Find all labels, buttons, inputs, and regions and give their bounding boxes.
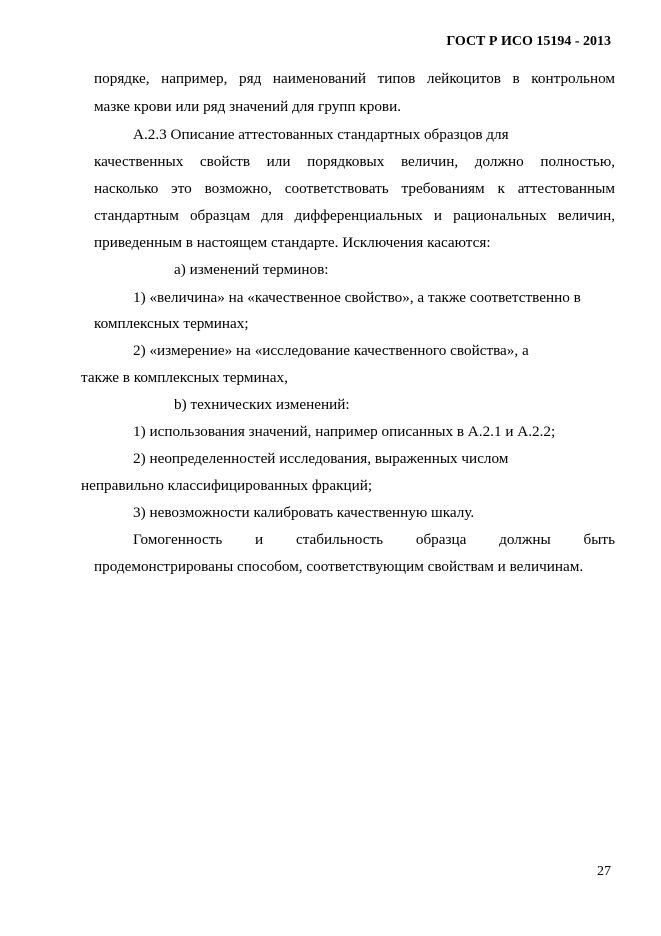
list-item-b2: 2) неопределенностей исследования, выраженных числом bbox=[133, 450, 509, 467]
text-line-16: неправильно классифицированных фракций; bbox=[81, 477, 373, 494]
list-item-b: b) технических изменений: bbox=[174, 396, 350, 413]
page-number: 27 bbox=[597, 864, 611, 879]
text-line-19: продемонстрированы способом, соответствующим свойствам и величинам. bbox=[94, 558, 584, 575]
text-line-18: Гомогенность и стабильность образца должны быть bbox=[133, 531, 615, 548]
list-item-a2: 2) «измерение» на «исследование качественного свойства», а bbox=[133, 342, 529, 359]
section-a23-heading: A.2.3 Описание аттестованных стандартных образцов для bbox=[133, 126, 509, 143]
list-item-a: a) изменений терминов: bbox=[174, 261, 329, 278]
list-item-b3: 3) невозможности калибровать качественную шкалу. bbox=[133, 504, 475, 521]
text-line-6: стандартным образцам для дифференциальных и рациональных величин, bbox=[94, 207, 615, 224]
list-item-a1: 1) «величина» на «качественное свойство», а также соответственно в bbox=[133, 289, 581, 306]
text-line-12: также в комплексных терминах, bbox=[81, 369, 288, 386]
text-line-2: мазке крови или ряд значений для групп крови. bbox=[94, 98, 402, 115]
text-line-5: насколько это возможно, соответствовать требованиям к аттестованным bbox=[94, 180, 615, 197]
document-header: ГОСТ Р ИСО 15194 - 2013 bbox=[446, 34, 611, 49]
text-line-4: качественных свойств или порядковых величин, должно полностью, bbox=[94, 153, 615, 170]
text-line-1: порядке, например, ряд наименований типов лейкоцитов в контрольном bbox=[94, 70, 615, 87]
list-item-b1: 1) использования значений, например описанных в A.2.1 и A.2.2; bbox=[133, 423, 556, 440]
text-line-10: комплексных терминах; bbox=[94, 315, 249, 332]
text-line-7: приведенным в настоящем стандарте. Исключения касаются: bbox=[94, 234, 491, 251]
